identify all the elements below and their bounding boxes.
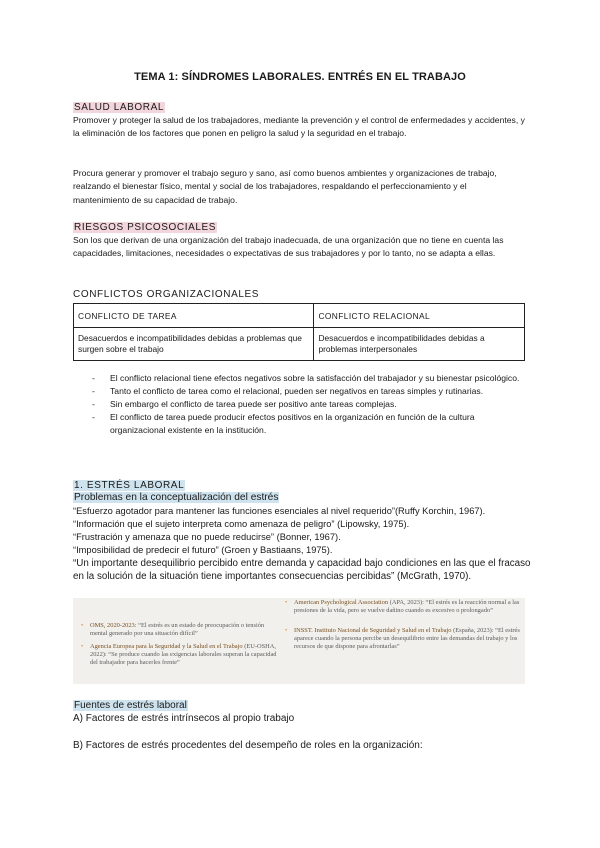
quote-list xyxy=(73,505,533,557)
section-heading-estres xyxy=(73,480,185,491)
table-row xyxy=(74,328,525,361)
list-item xyxy=(92,398,522,411)
section-heading-salud xyxy=(73,102,165,113)
quote-line: “Esfuerzo agotador para mantener las funciones esenciales al nivel requerido”(Ruffy Korchin, 1967). xyxy=(73,506,486,516)
definition-text: (EU-OSHA, 2022): “Se produce cuando las exigencias laborales superan la capacidad del trabajador para hacerles frente” xyxy=(90,643,277,666)
quote-line: “Imposibilidad de predecir el futuro” (Groen y Bastiaans, 1975). xyxy=(73,545,333,555)
list-item-text: El conflicto de tarea puede producir efectos positivos en la organización en función de la cultura organizacional existente en la institución. xyxy=(110,412,475,435)
list-item-text: Sin embargo el conflicto de tarea puede ser positivo ante tareas complejas. xyxy=(110,399,397,409)
list-item-text: Tanto el conflicto de tarea como el relacional, pueden ser negativos en tareas simples y rutinarias. xyxy=(110,386,484,396)
salud-paragraph-2: Procura generar y promover el trabajo seguro y sano, así como buenos ambientes y organizaciones de trabajo, realzando el bienestar físico, mental y social de los trabajadores, respaldando el perfeccionamiento y el mantenimiento de su capacidad de trabajo. xyxy=(73,168,497,205)
table-header-row xyxy=(74,304,525,328)
definition-source: Agencia Europea para la Seguridad y la Salud en el Trabajo xyxy=(90,643,243,650)
definition-source: American Psychological Association xyxy=(294,599,389,606)
definition-item xyxy=(81,643,281,667)
definitions-right-column xyxy=(285,599,521,656)
dash-marker: - xyxy=(92,386,95,396)
fuentes-heading xyxy=(73,700,188,711)
definition-text: “El estrés es un estado de preocupación o tensión mental generado por una situación difícil” xyxy=(90,622,265,637)
table-header-cell: CONFLICTO RELACIONAL xyxy=(314,304,525,328)
subheading-conceptualizacion xyxy=(73,492,279,503)
subheading-text: Problemas en la conceptualización del estrés xyxy=(74,492,279,503)
dash-marker: - xyxy=(92,412,95,422)
quote-line: “Frustración y amenaza que no puede reducirse” (Bonner, 1967). xyxy=(73,532,341,542)
list-item xyxy=(92,385,522,398)
list-item xyxy=(92,372,522,385)
fuentes-item-b: B) Factores de estrés procedentes del desempeño de roles en la organización: xyxy=(73,740,423,751)
estres-heading-text: 1. ESTRÉS LABORAL xyxy=(74,480,185,491)
definition-item xyxy=(81,622,281,638)
definitions-left-column xyxy=(81,622,281,672)
fuentes-heading-text: Fuentes de estrés laboral xyxy=(74,700,187,711)
quote-line: “Información que el sujeto interpreta como amenaza de peligro” (Lipowsky, 1975). xyxy=(73,519,410,529)
table-cell: Desacuerdos e incompatibilidades debidas a problemas que surgen sobre el trabajo xyxy=(74,328,314,361)
fuentes-item-a: A) Factores de estrés intrínsecos al propio trabajo xyxy=(73,713,295,724)
definition-source: OMS, 2020-2023: xyxy=(90,622,137,629)
definition-source: INSST. Instituto Nacional de Seguridad y Salud en el Trabajo xyxy=(294,627,452,634)
conflict-bullet-list xyxy=(92,372,522,437)
page-title: TEMA 1: SÍNDROMES LABORALES. ENTRÉS EN EL TRABAJO xyxy=(134,71,466,83)
list-item-text: El conflicto relacional tiene efectos negativos sobre la satisfacción del trabajador y su bienestar psicológico. xyxy=(110,373,520,383)
bullet-dot: • xyxy=(81,622,84,629)
dash-marker: - xyxy=(92,399,95,409)
dash-marker: - xyxy=(92,373,95,383)
section-heading-riesgos xyxy=(73,222,217,233)
bullet-dot: • xyxy=(285,627,288,634)
salud-heading-text: SALUD LABORAL xyxy=(74,102,165,113)
section-heading-conflictos: CONFLICTOS ORGANIZACIONALES xyxy=(73,289,260,300)
definition-item xyxy=(285,599,521,615)
table-cell: Desacuerdos e incompatibilidades debidas a problemas interpersonales xyxy=(314,328,525,361)
riesgos-heading-text: RIESGOS PSICOSOCIALES xyxy=(74,222,217,233)
conflict-table xyxy=(73,303,525,361)
riesgos-paragraph: Son los que derivan de una organización del trabajo inadecuada, de una organización que no tiene en cuenta las capacidades, limitaciones, necesidades o expectativas de sus trabajadores y por lo tanto, no se adapta a ellas. xyxy=(73,235,504,259)
salud-paragraph-1: Promover y proteger la salud de los trabajadores, mediante la prevención y el control de enfermedades y accidentes, y la eliminación de los factores que ponen en peligro la salud y la seguridad en el trabajo. xyxy=(73,115,525,139)
definition-text: (APA, 2023): “El estrés es la reacción normal a las presiones de la vida, pero se vuelve dañino cuando es excesivo o prolongado” xyxy=(294,599,520,614)
definitions-image xyxy=(73,598,525,684)
list-item xyxy=(92,411,522,437)
bullet-dot: • xyxy=(285,599,288,606)
mcgrath-quote: “Un importante desequilibrio percibido entre demanda y capacidad bajo condiciones en las que el fracaso en la solución de la situación tiene importantes consecuencias percibidas” (McGrath, 1970). xyxy=(73,558,531,582)
definition-item xyxy=(285,627,521,651)
bullet-dot: • xyxy=(81,643,84,650)
table-header-cell: CONFLICTO DE TAREA xyxy=(74,304,314,328)
definition-text: (España, 2023): “El estrés aparece cuando la persona percibe un desequilibrio entre las demandas del trabajo y los recursos de que dispone para afrontarlas” xyxy=(294,627,520,650)
